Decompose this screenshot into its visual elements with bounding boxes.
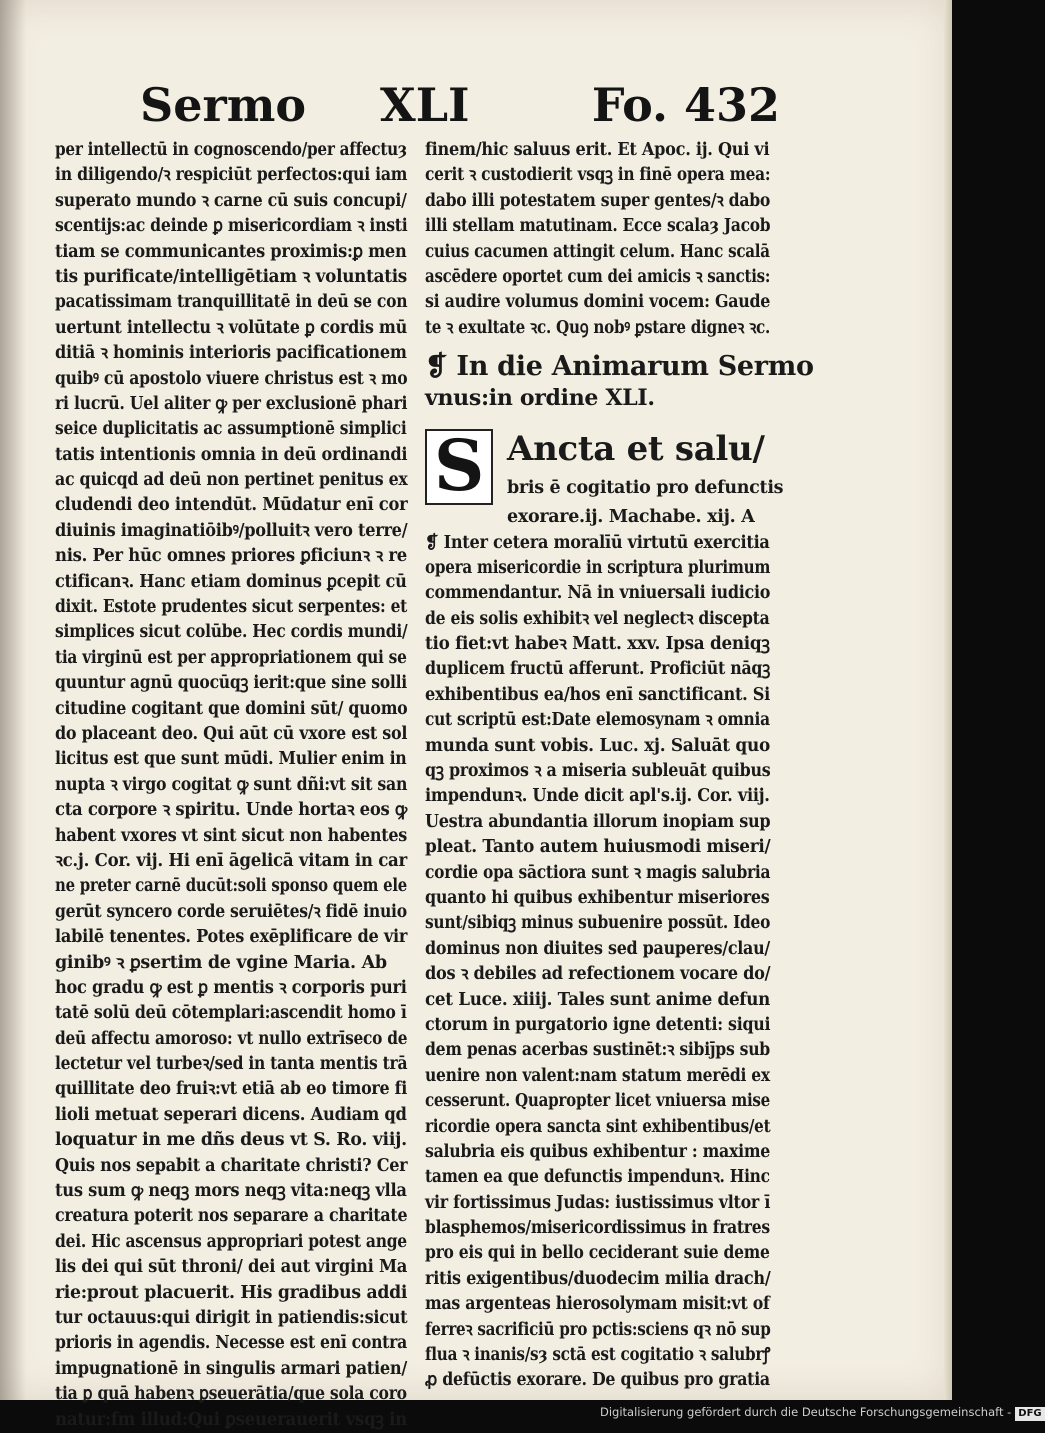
incipit-block bbox=[425, 424, 784, 508]
text-line: cludendi deo intendūt. Mūdatur enī cor bbox=[55, 495, 408, 516]
text-line: finem/hic saluus erit. Et Apoc. ij. Qui vi bbox=[425, 140, 770, 160]
text-line: citudine cogitant que domini sūt/ quomo bbox=[55, 698, 408, 719]
text-line: commendantur. Nā in vniuersali iudicio bbox=[425, 583, 771, 604]
dfg-logo: DFG bbox=[1015, 1407, 1044, 1421]
text-line: lioli metuat seperari dicens. Audiam qd bbox=[55, 1104, 407, 1125]
text-line: cut scriptū est:Date elemosynam ꝛ omnia bbox=[425, 710, 770, 731]
text-line: ditiā ꝛ hominis interioris pacificationem bbox=[55, 343, 407, 364]
running-head-folio: Fo. 432 bbox=[591, 78, 780, 132]
text-line: Quis nos sepabit a charitate christi? Cer bbox=[55, 1155, 408, 1176]
text-line: quibꝰ cū apostolo viuere christus est ꝛ mo bbox=[55, 368, 408, 389]
text-line: gerūt syncero corde seruiētes/ꝛ fidē inuio bbox=[55, 901, 407, 922]
text-line: scentijs:ac deinde ꝑ misericordiam ꝛ insti bbox=[55, 216, 408, 237]
text-line: dixit. Estote prudentes sicut serpentes: et bbox=[55, 597, 408, 618]
text-line: cordie opa sāctiora sunt ꝛ magis salubria bbox=[425, 862, 771, 883]
running-head-title: Sermo bbox=[140, 78, 307, 132]
text-line: loquatur in me dñs deus vt S. Ro. viij. bbox=[55, 1130, 407, 1151]
text-line: ꝛc.j. Cor. vij. Hi enī āgelicā vitam in car bbox=[55, 850, 407, 871]
decorated-initial: S bbox=[425, 429, 493, 505]
text-line: flua ꝛ inanis/sȝ sctā est cogitatio ꝛ salubrꝭ bbox=[425, 1345, 771, 1366]
right-text-column bbox=[425, 138, 814, 1394]
text-line: in diligendo/ꝛ respiciūt perfectos:qui iam bbox=[55, 165, 408, 186]
text-line: ne preter carnē ducūt:soli sponso quem ele bbox=[55, 876, 408, 897]
text-line: ascēdere oportet cum dei amicis ꝛ sanctis: bbox=[425, 266, 771, 287]
text-line: hoc gradu ꝙ est ꝑ mentis ꝛ corporis puri bbox=[55, 977, 407, 998]
running-head-sermon-number: XLI bbox=[380, 78, 470, 132]
running-head bbox=[140, 70, 780, 140]
text-line: tur octauus:qui dirigit in patiendis:sicut bbox=[55, 1307, 408, 1328]
text-line: tia virginū est per appropriationem qui se bbox=[55, 647, 407, 668]
text-line: exorare.ij. Machabe. xij. A bbox=[507, 507, 755, 528]
text-line: licitus est que sunt mūdi. Mulier enim in bbox=[55, 749, 407, 770]
sermon-heading: ❡ In die Animarum Sermo bbox=[425, 351, 814, 383]
text-line: superato mundo ꝛ carne cū suis concupi/ bbox=[55, 190, 407, 211]
text-line: te ꝛ exultate ꝛc. Quꝯ nobꝰ ꝑstare digneꝛ ꝛc. bbox=[425, 317, 771, 338]
text-line: prioris in agendis. Necesse est enī contra bbox=[55, 1333, 407, 1354]
page-edge bbox=[944, 0, 952, 1400]
text-line: de eis solis exhibitꝛ vel neglectꝛ discepta bbox=[425, 608, 770, 629]
text-line: tatē solū deū cōtemplari:ascendit homo ī bbox=[55, 1003, 407, 1024]
text-line: dei. Hic ascensus appropriari potest ange bbox=[55, 1231, 407, 1252]
text-line: tus sum ꝙ neqꝫ mors neqꝫ vita:neqꝫ vlla bbox=[55, 1181, 407, 1202]
text-line: blasphemos/misericordissimus in fratres bbox=[425, 1218, 770, 1239]
text-line: uertunt intellectu ꝛ volūtate ꝑ cordis mū bbox=[55, 317, 408, 338]
text-line: lis dei qui sūt throni/ dei aut virgini Ma bbox=[55, 1257, 408, 1278]
text-line: nis. Per hūc omnes priores ꝑficiunꝛ ꝛ re bbox=[55, 546, 407, 567]
text-line: vir fortissimus Judas: iustissimus vltor ī bbox=[425, 1192, 771, 1213]
text-line: lectetur vel turbeꝛ/sed in tanta mentis trā bbox=[55, 1054, 408, 1075]
text-line: dabo illi potestatem super gentes/ꝛ dabo bbox=[425, 190, 771, 211]
text-line: impugnationē in singulis armari patien/ bbox=[55, 1358, 407, 1379]
gutter-shadow bbox=[0, 0, 26, 1400]
incipit-continuation: bris ē cogitatio pro defunctis bbox=[507, 478, 784, 499]
text-line: simplices sicut colūbe. Hec cordis mundi/ bbox=[55, 622, 408, 643]
text-line: opera misericordie in scriptura plurimum bbox=[425, 557, 771, 578]
text-line: cerit ꝛ custodierit vsqꝫ in finē opera mea: bbox=[425, 165, 771, 186]
text-line: deū affectu amoroso: vt nullo extrīseco de bbox=[55, 1028, 408, 1049]
text-line: ꝓ defūctis exorare. De quibus pro gratia bbox=[425, 1370, 770, 1391]
text-line: mas argenteas hierosolymam misit:vt of bbox=[425, 1294, 770, 1315]
text-line: ferreꝛ sacrificiū pro pctis:sciens qꝛ nō sup bbox=[425, 1319, 771, 1340]
text-line: ac quicqd ad deū non pertinet penitus ex bbox=[55, 470, 408, 491]
text-line: tiam se communicantes proximis:ꝑ men bbox=[55, 241, 407, 262]
text-line: qꝫ proximos ꝛ a miseria subleuāt quibus bbox=[425, 761, 771, 782]
text-line: uenire non valent:nam statum merēdi ex bbox=[425, 1065, 770, 1086]
text-line: per intellectū in cognoscendo/per affectuȝ bbox=[55, 140, 407, 160]
text-line: ri lucrū. Uel aliter ꝙ per exclusionē phari bbox=[55, 393, 408, 414]
text-line: duplicem fructū afferunt. Proficiūt nāqꝫ bbox=[425, 659, 771, 680]
text-line: ❡ Inter cetera moralīū virtutū exercitia bbox=[425, 532, 770, 553]
text-line: natur:fm illud:Qui ꝑseuerauerit vsqꝫ in bbox=[55, 1409, 408, 1430]
text-line: ritis exigentibus/duodecim milia drach/ bbox=[425, 1268, 771, 1289]
text-line: ginibꝰ ꝛ ꝑsertim de vgine Maria. Ab bbox=[55, 952, 387, 973]
text-line: impendunꝛ. Unde dicit apl's.ij. Cor. viij. bbox=[425, 786, 770, 807]
text-line: sunt/sibiqꝫ minus subuenire possūt. Ideo bbox=[425, 913, 771, 934]
text-line: illi stellam matutinam. Ecce scalaȝ Jacob bbox=[425, 216, 771, 237]
text-line: ctificanꝛ. Hanc etiam dominus ꝑcepit cū bbox=[55, 571, 407, 592]
right-column-top-text bbox=[425, 138, 770, 341]
text-line: quuntur agnū quocūqꝫ ierit:que sine solli bbox=[55, 673, 407, 694]
text-line: exhibentibus ea/hos enī sanctificant. Si bbox=[425, 684, 771, 705]
text-line: quillitate deo fruiꝛ:vt etiā ab eo timore fi bbox=[55, 1079, 408, 1100]
text-line: tis purificate/intelligētiam ꝛ voluntatis bbox=[55, 266, 408, 287]
text-line: habent vxores vt sint sicut non habentes bbox=[55, 825, 408, 846]
text-line: cesserunt. Quapropter licet vniuersa mise bbox=[425, 1091, 771, 1112]
text-line: dem penas acerbas sustinēt:ꝛ sibiȷ̄ps sub bbox=[425, 1040, 770, 1061]
text-line: tia ꝑ quā habenꝛ ꝑseuerātia/que sola coro bbox=[55, 1384, 407, 1405]
text-line: tio fiet:vt habeꝛ Matt. xxv. Ipsa deniqꝫ bbox=[425, 634, 770, 655]
text-line: tamen ea que defunctis impendunꝛ. Hinc bbox=[425, 1167, 770, 1188]
text-line: rie:prout placuerit. His gradibus addi bbox=[55, 1282, 408, 1303]
text-line: diuinis imaginatiōibꝰ/polluitꝛ vero terre/ bbox=[55, 520, 408, 541]
text-line: dominus non diuites sed pauperes/clau/ bbox=[425, 938, 770, 959]
digitization-credit bbox=[600, 1403, 1042, 1421]
text-line: tatis intentionis omnia in deū ordinandi bbox=[55, 444, 408, 465]
text-line: Uestra abundantia illorum inopiam sup bbox=[425, 811, 771, 832]
text-line: pleat. Tanto autem huiusmodi miseri/ bbox=[425, 837, 771, 858]
text-line: pro eis qui in bello ceciderant suie deme bbox=[425, 1243, 770, 1264]
right-column-body-text bbox=[425, 505, 770, 1394]
text-line: do placeant deo. Qui aūt cū vxore est sol bbox=[55, 723, 408, 744]
text-line: cta corpore ꝛ spiritu. Unde hortaꝛ eos ꝙ bbox=[55, 800, 407, 821]
text-line: cuius cacumen attingit celum. Hanc scalā bbox=[425, 241, 770, 262]
text-line: si audire volumus domini vocem: Gaude bbox=[425, 292, 771, 313]
text-line: ctorum in purgatorio igne detenti: siqui bbox=[425, 1014, 771, 1035]
incipit-text: Ancta et salu/ bbox=[507, 429, 765, 470]
text-line: seice duplicitatis ac assumptionē simplici bbox=[55, 419, 407, 440]
text-line: dos ꝛ debiles ad refectionem vocare do/ bbox=[425, 964, 771, 985]
text-line: labilē tenentes. Potes exēplificare de vir bbox=[55, 927, 408, 948]
text-line: ricordie opera sancta sint exhibentibus/et bbox=[425, 1116, 771, 1137]
credit-text: Digitalisierung gefördert durch die Deutsche Forschungsgemeinschaft - bbox=[600, 1405, 1012, 1419]
left-text-column bbox=[55, 138, 407, 1433]
text-line: munda sunt vobis. Luc. xj. Saluāt quo bbox=[425, 735, 770, 756]
text-line: cet Luce. xiiij. Tales sunt anime defun bbox=[425, 989, 770, 1010]
text-line: quanto hi quibus exhibentur miseriores bbox=[425, 887, 770, 908]
sermon-heading-subline: vnus:in ordine XLI. bbox=[425, 385, 655, 412]
text-line: nupta ꝛ virgo cogitat ꝙ sunt dñi:vt sit san bbox=[55, 774, 408, 795]
text-line: creatura poterit nos separare a charitate bbox=[55, 1206, 408, 1227]
text-line: salubria eis quibus exhibentur : maxime bbox=[425, 1141, 771, 1162]
text-line: pacatissimam tranquillitatē in deū se con bbox=[55, 292, 408, 313]
